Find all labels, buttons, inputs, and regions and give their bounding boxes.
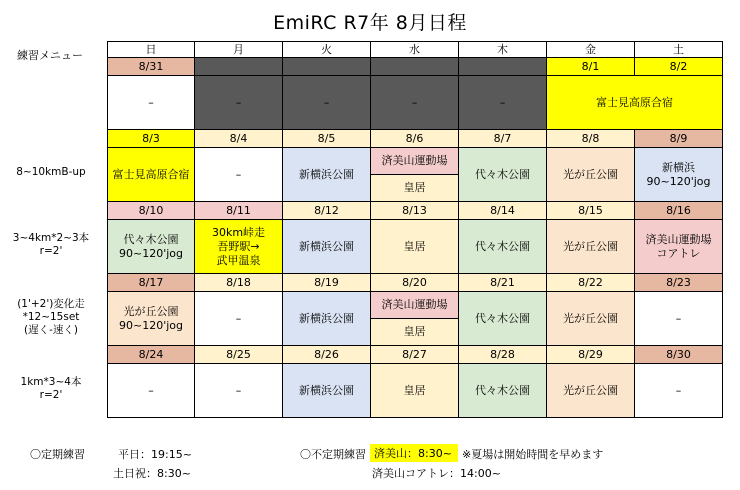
schedule-row [108, 148, 723, 202]
date-row [108, 58, 723, 76]
seibiyama-time: 済美山：8:30~ [370, 444, 458, 462]
date-cell: 8/22 [547, 274, 635, 292]
schedule-cell: 新横浜公園 [283, 292, 371, 346]
schedule-cell: 代々木公園 90~120'jog [108, 220, 195, 274]
row-label-week2: 3~4km*2~3本 r=2' [12, 232, 90, 257]
schedule-cell: 新横浜公園 [283, 364, 371, 418]
schedule-cell: – [195, 364, 283, 418]
schedule-cell: – [195, 292, 283, 346]
location-primary: 済美山運動場 [371, 148, 458, 175]
schedule-cell: 富士見高原合宿 [547, 76, 723, 130]
date-cell: 8/6 [371, 130, 459, 148]
schedule-cell: – [635, 364, 723, 418]
date-cell: 8/25 [195, 346, 283, 364]
date-cell: 8/2 [635, 58, 723, 76]
schedule-cell [371, 148, 459, 202]
date-cell: 8/15 [547, 202, 635, 220]
schedule-cell: 光が丘公園 [547, 292, 635, 346]
summer-note: ※夏場は開始時間を早めます [462, 448, 604, 461]
schedule-cell: – [108, 76, 195, 130]
weekday-4: 木 [459, 42, 547, 58]
date-cell: 8/14 [459, 202, 547, 220]
schedule-cell: 代々木公園 [459, 220, 547, 274]
schedule-cell: 代々木公園 [459, 292, 547, 346]
date-cell: 8/20 [371, 274, 459, 292]
weekday-time: 平日：19:15~ [118, 448, 192, 461]
regular-practice-label: 〇定期練習 [30, 448, 85, 461]
weekday-header-row [108, 42, 723, 58]
schedule-table [107, 41, 723, 418]
schedule-cell: 新横浜 90~120'jog [635, 148, 723, 202]
weekday-5: 金 [547, 42, 635, 58]
row-label-week3: (1'+2')変化走 *12~15set (遅く-速く) [17, 298, 85, 336]
date-cell: 8/5 [283, 130, 371, 148]
location-secondary: 皇居 [371, 319, 458, 345]
schedule-row [108, 76, 723, 130]
date-row [108, 346, 723, 364]
weekday-6: 土 [635, 42, 723, 58]
schedule-cell [371, 292, 459, 346]
date-cell: 8/7 [459, 130, 547, 148]
weekend-time: 土日祝：8:30~ [113, 467, 191, 480]
date-cell: 8/23 [635, 274, 723, 292]
date-cell: 8/1 [547, 58, 635, 76]
schedule-cell: 富士見高原合宿 [108, 148, 195, 202]
schedule-cell: – [195, 148, 283, 202]
weekday-0: 日 [108, 42, 195, 58]
date-cell: 8/21 [459, 274, 547, 292]
schedule-row [108, 292, 723, 346]
schedule-cell: 光が丘公園 90~120'jog [108, 292, 195, 346]
date-row [108, 202, 723, 220]
date-cell: 8/10 [108, 202, 195, 220]
schedule-cell: – [459, 76, 547, 130]
date-cell: 8/17 [108, 274, 195, 292]
date-cell: 8/3 [108, 130, 195, 148]
schedule-cell: 皇居 [371, 364, 459, 418]
schedule-row [108, 220, 723, 274]
core-training-time: 済美山コアトレ：14:00~ [372, 467, 501, 480]
schedule-cell: 代々木公園 [459, 364, 547, 418]
location-secondary: 皇居 [371, 175, 458, 201]
schedule-cell: – [635, 292, 723, 346]
weekday-3: 水 [371, 42, 459, 58]
weekday-2: 火 [283, 42, 371, 58]
schedule-cell: 代々木公園 [459, 148, 547, 202]
schedule-cell: – [371, 76, 459, 130]
schedule-cell: – [108, 364, 195, 418]
date-cell: 8/8 [547, 130, 635, 148]
schedule-cell: 皇居 [371, 220, 459, 274]
date-cell: 8/18 [195, 274, 283, 292]
schedule-cell: 光が丘公園 [547, 148, 635, 202]
date-cell: 8/29 [547, 346, 635, 364]
date-cell: 8/4 [195, 130, 283, 148]
schedule-cell: – [283, 76, 371, 130]
schedule-row [108, 364, 723, 418]
schedule-cell: 光が丘公園 [547, 364, 635, 418]
date-row [108, 130, 723, 148]
date-cell: 8/11 [195, 202, 283, 220]
date-cell: 8/28 [459, 346, 547, 364]
menu-header: 練習メニュー [17, 49, 83, 62]
schedule-cell: 光が丘公園 [547, 220, 635, 274]
irregular-practice-label: 〇不定期練習 [300, 448, 366, 461]
date-row [108, 274, 723, 292]
page-title: EmiRC R7年 8月日程 [273, 12, 467, 34]
date-cell: 8/30 [635, 346, 723, 364]
date-cell: 8/27 [371, 346, 459, 364]
date-cell: 8/16 [635, 202, 723, 220]
row-label-week1: 8~10kmB-up [16, 166, 86, 178]
date-cell: 8/9 [635, 130, 723, 148]
schedule-cell: 新横浜公園 [283, 220, 371, 274]
date-cell [459, 58, 547, 76]
date-cell [283, 58, 371, 76]
weekday-1: 月 [195, 42, 283, 58]
schedule-cell: 済美山運動場 コアトレ [635, 220, 723, 274]
schedule-cell: 30km峠走 吾野駅→ 武甲温泉 [195, 220, 283, 274]
date-cell: 8/12 [283, 202, 371, 220]
date-cell: 8/26 [283, 346, 371, 364]
row-label-week4: 1km*3~4本 r=2' [20, 376, 82, 401]
location-primary: 済美山運動場 [371, 292, 458, 319]
date-cell: 8/19 [283, 274, 371, 292]
date-cell: 8/24 [108, 346, 195, 364]
schedule-cell: – [195, 76, 283, 130]
schedule-cell: 新横浜公園 [283, 148, 371, 202]
date-cell: 8/13 [371, 202, 459, 220]
date-cell: 8/31 [108, 58, 195, 76]
date-cell [371, 58, 459, 76]
date-cell [195, 58, 283, 76]
